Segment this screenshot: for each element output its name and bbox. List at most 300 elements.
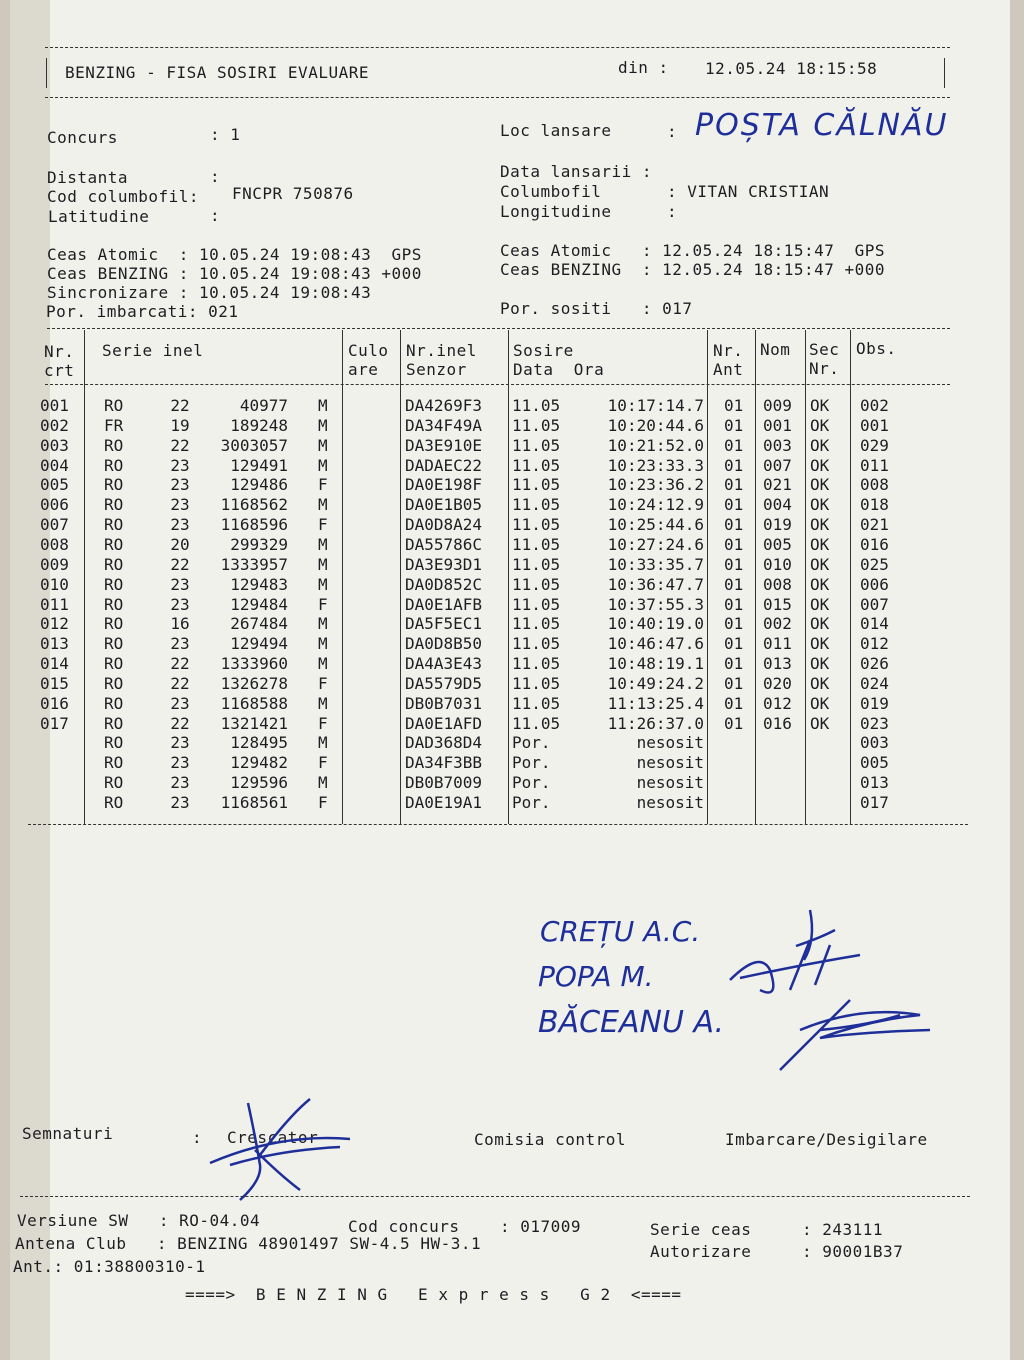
cell-year: 23: [170, 475, 190, 495]
cell-ring-number: 1321421: [220, 713, 288, 733]
cell-antenna: 01: [724, 594, 744, 614]
cell-nr-crt: 015: [40, 673, 69, 693]
cell-sex: M: [318, 435, 328, 455]
cell-ring-number: 40977: [239, 396, 288, 415]
cell-sec: OK: [810, 614, 830, 634]
cell-arrival-time: 10:24:12.9: [607, 495, 704, 515]
columbofil-label: Columbofil: [500, 182, 602, 201]
cell-arrival-date: 11.05: [512, 495, 561, 515]
cell-obs: 001: [860, 415, 889, 435]
cell-obs: 024: [860, 673, 889, 693]
ceas-benzing-start: Ceas BENZING : 10.05.24 19:08:43 +000: [47, 264, 422, 283]
cell-arrival-date: 11.05: [512, 673, 561, 693]
cell-nr-crt: 006: [40, 495, 69, 515]
cell-sex: M: [318, 396, 328, 415]
header-culoare-2: are: [348, 360, 379, 379]
cell-nom: 019: [763, 515, 792, 535]
cell-arrival-date: 11.05: [512, 634, 561, 654]
table-row: [0, 535, 1000, 555]
cell-sex: M: [318, 693, 328, 713]
cell-ring-number: 129491: [230, 455, 288, 475]
cell-arrival-time: 11:26:37.0: [607, 713, 704, 733]
cell-country: RO: [104, 713, 124, 733]
cell-nom: 012: [763, 693, 792, 713]
crescator-label: Crescator: [227, 1128, 319, 1147]
table-row: [0, 555, 1000, 575]
cell-year: 23: [170, 693, 190, 713]
cell-year: 23: [170, 515, 190, 535]
cell-ring-number: 129482: [230, 753, 288, 773]
cell-antenna: 01: [724, 554, 744, 574]
concurs-label: Concurs: [47, 128, 118, 147]
cell-sensor: DA55786C: [405, 534, 483, 554]
cell-sec: OK: [810, 415, 830, 435]
table-row: [0, 475, 1000, 495]
cell-nr-crt: 005: [40, 475, 69, 495]
cell-country: RO: [104, 435, 124, 455]
cell-nr-crt: 001: [40, 396, 69, 415]
cell-sec: OK: [810, 713, 830, 733]
commission-name-3: BĂCEANU A.: [538, 1005, 725, 1040]
cell-sex: F: [318, 793, 328, 812]
cell-country: RO: [104, 693, 124, 713]
ceas-benzing-end: Ceas BENZING : 12.05.24 18:15:47 +000: [500, 260, 886, 279]
cell-year: 19: [170, 415, 190, 435]
cell-nr-crt: 004: [40, 455, 69, 475]
cell-country: RO: [104, 753, 124, 773]
cell-arrival-date: Por.: [512, 793, 551, 812]
cell-antenna: 01: [724, 396, 744, 415]
loc-lansare-colon: :: [667, 122, 678, 141]
cell-ring-number: 129484: [230, 594, 288, 614]
cell-sec: OK: [810, 534, 830, 554]
cell-sensor: DA0D852C: [405, 574, 483, 594]
cell-nr-crt: 010: [40, 574, 69, 594]
cell-obs: 007: [860, 594, 889, 614]
header-crt: crt: [44, 361, 75, 380]
cell-antenna: 01: [724, 634, 744, 654]
cod-columbofil-value: FNCPR 750876: [232, 184, 354, 203]
porumbei-imbarcati: Por. imbarcati: 021: [46, 302, 239, 321]
cell-nr-crt: 011: [40, 594, 69, 614]
cell-sec: OK: [810, 574, 830, 594]
cod-columbofil-label: Cod columbofil:: [47, 187, 199, 206]
header-top-rule: [45, 47, 950, 48]
table-bottom-rule: [28, 824, 968, 825]
table-row: [0, 456, 1000, 476]
longitudine-value: :: [667, 202, 678, 221]
cell-sec: OK: [810, 475, 830, 495]
semnaturi-label: Semnaturi: [22, 1124, 114, 1143]
cell-nr-crt: 008: [40, 534, 69, 554]
table-row: [0, 634, 1000, 654]
cell-obs: 005: [860, 753, 889, 773]
cell-obs: 003: [860, 733, 889, 753]
sincronizare: Sincronizare : 10.05.24 19:08:43: [47, 283, 372, 302]
antena-id: Ant.: 01:38800310-1: [13, 1257, 206, 1276]
cell-antenna: 01: [724, 475, 744, 495]
cell-arrival-time: 10:36:47.7: [607, 574, 704, 594]
cell-arrival-date: 11.05: [512, 515, 561, 535]
cell-sex: M: [318, 773, 328, 793]
cell-nr-crt: 012: [40, 614, 69, 634]
cell-arrival-date: Por.: [512, 773, 551, 793]
cell-ring-number: 1326278: [220, 673, 288, 693]
cell-nr-crt: 017: [40, 713, 69, 733]
cell-ring-number: 1168588: [220, 693, 288, 713]
cell-nom: 003: [763, 435, 792, 455]
cell-nom: 016: [763, 713, 792, 733]
cell-obs: 012: [860, 634, 889, 654]
report-title: BENZING - FISA SOSIRI EVALUARE: [65, 63, 369, 82]
autorizare: Autorizare : 90001B37: [650, 1242, 904, 1261]
cell-ring-number: 1333960: [220, 654, 288, 674]
cell-sec: OK: [810, 515, 830, 535]
cell-year: 23: [170, 733, 190, 753]
cell-arrival-date: 11.05: [512, 396, 561, 415]
table-row: [0, 674, 1000, 694]
data-lansarii-label: Data lansarii :: [500, 162, 652, 181]
cell-nom: 011: [763, 634, 792, 654]
cell-nom: 013: [763, 654, 792, 674]
cell-arrival-date: 11.05: [512, 594, 561, 614]
cell-ring-number: 3003057: [220, 435, 288, 455]
header-right-bar: [944, 58, 945, 88]
cell-sex: F: [318, 515, 328, 535]
cell-arrival-time: nesosit: [636, 753, 704, 773]
cell-arrival-time: nesosit: [636, 793, 704, 812]
cell-ring-number: 129483: [230, 574, 288, 594]
cell-arrival-time: 10:46:47.6: [607, 634, 704, 654]
cell-obs: 017: [860, 793, 889, 812]
cell-sensor: DA34F49A: [405, 415, 483, 435]
cell-sensor: DB0B7009: [405, 773, 483, 793]
cell-sensor: DADAEC22: [405, 455, 483, 475]
cell-ring-number: 129494: [230, 634, 288, 654]
cell-obs: 011: [860, 455, 889, 475]
header-sec-nr: Nr.: [809, 359, 840, 378]
cell-country: RO: [104, 614, 124, 634]
cod-concurs: Cod concurs : 017009: [348, 1217, 582, 1236]
cell-sensor: DA4A3E43: [405, 654, 483, 674]
cell-antenna: 01: [724, 654, 744, 674]
table-row: [0, 495, 1000, 515]
cell-year: 23: [170, 495, 190, 515]
cell-obs: 029: [860, 435, 889, 455]
cell-antenna: 01: [724, 435, 744, 455]
commission-signatures-scribble: [700, 880, 960, 1080]
cell-antenna: 01: [724, 693, 744, 713]
cell-sensor: DA0E1AFD: [405, 713, 483, 733]
cell-sex: M: [318, 415, 328, 435]
cell-sensor: DA5F5EC1: [405, 614, 483, 634]
cell-nr-crt: 007: [40, 515, 69, 535]
report-datetime: 12.05.24 18:15:58: [705, 59, 878, 78]
cell-country: RO: [104, 733, 124, 753]
columbofil-value: : VITAN CRISTIAN: [667, 182, 830, 201]
cell-arrival-date: 11.05: [512, 455, 561, 475]
cell-country: RO: [104, 773, 124, 793]
ceas-atomic-end: Ceas Atomic : 12.05.24 18:15:47 GPS: [500, 241, 886, 260]
cell-obs: 021: [860, 515, 889, 535]
loc-lansare-handwritten: POȘTA CĂLNĂU: [695, 108, 949, 143]
cell-arrival-time: nesosit: [636, 733, 704, 753]
loc-lansare-label: Loc lansare: [500, 121, 612, 140]
cell-year: 22: [170, 554, 190, 574]
cell-arrival-date: 11.05: [512, 614, 561, 634]
cell-sex: M: [318, 733, 328, 753]
cell-year: 23: [170, 634, 190, 654]
cell-ring-number: 1168561: [220, 793, 288, 812]
table-row: [0, 614, 1000, 634]
table-row: [0, 753, 1000, 773]
cell-obs: 014: [860, 614, 889, 634]
cell-arrival-date: Por.: [512, 733, 551, 753]
cell-sec: OK: [810, 396, 830, 415]
cell-sensor: DA0D8B50: [405, 634, 483, 654]
table-row: [0, 714, 1000, 734]
cell-sensor: DAD368D4: [405, 733, 483, 753]
cell-sec: OK: [810, 673, 830, 693]
cell-country: RO: [104, 793, 124, 812]
ceas-atomic-start: Ceas Atomic : 10.05.24 19:08:43 GPS: [47, 245, 422, 264]
cell-year: 23: [170, 773, 190, 793]
cell-year: 16: [170, 614, 190, 634]
header-left-bar: [46, 58, 47, 88]
cell-nr-crt: 013: [40, 634, 69, 654]
cell-ring-number: 1168562: [220, 495, 288, 515]
cell-sex: F: [318, 594, 328, 614]
cell-country: FR: [104, 415, 124, 435]
cell-antenna: 01: [724, 515, 744, 535]
cell-sex: F: [318, 673, 328, 693]
distanta-value: :: [210, 167, 221, 186]
table-row: [0, 396, 1000, 416]
cell-nom: 021: [763, 475, 792, 495]
cell-arrival-time: 10:25:44.6: [607, 515, 704, 535]
cell-obs: 002: [860, 396, 889, 415]
cell-sensor: DA3E93D1: [405, 554, 483, 574]
cell-sex: F: [318, 475, 328, 495]
cell-sensor: DA0E1B05: [405, 495, 483, 515]
cell-year: 22: [170, 396, 190, 415]
cell-arrival-date: 11.05: [512, 435, 561, 455]
cell-nom: 002: [763, 614, 792, 634]
cell-sensor: DA5579D5: [405, 673, 483, 693]
cell-arrival-time: 10:23:33.3: [607, 455, 704, 475]
cell-sensor: DA3E910E: [405, 435, 483, 455]
cell-nom: 010: [763, 554, 792, 574]
cell-arrival-time: nesosit: [636, 773, 704, 793]
cell-sex: M: [318, 554, 328, 574]
cell-country: RO: [104, 634, 124, 654]
cell-arrival-date: 11.05: [512, 654, 561, 674]
header-nom: Nom: [760, 340, 791, 359]
cell-year: 22: [170, 435, 190, 455]
cell-nom: 020: [763, 673, 792, 693]
cell-arrival-date: 11.05: [512, 693, 561, 713]
table-row: [0, 733, 1000, 753]
antena-club: Antena Club : BENZING 48901497 SW-4.5 HW-3.1: [15, 1234, 482, 1253]
cell-ring-number: 129596: [230, 773, 288, 793]
benzing-brand-line: ====> B E N Z I N G E x p r e s s G 2 <====: [185, 1285, 682, 1304]
cell-year: 23: [170, 594, 190, 614]
header-obs: Obs.: [856, 339, 897, 358]
header-sec: Sec: [809, 340, 840, 359]
header-bottom-rule: [45, 97, 950, 98]
cell-nom: 009: [763, 396, 792, 415]
cell-antenna: 01: [724, 673, 744, 693]
cell-antenna: 01: [724, 534, 744, 554]
cell-sec: OK: [810, 693, 830, 713]
header-nr-inel: Nr.inel: [406, 341, 477, 360]
latitudine-label: Latitudine: [48, 207, 150, 226]
cell-obs: 026: [860, 654, 889, 674]
cell-country: RO: [104, 654, 124, 674]
table-row: [0, 773, 1000, 793]
cell-sex: M: [318, 634, 328, 654]
cell-obs: 025: [860, 554, 889, 574]
cell-sex: F: [318, 713, 328, 733]
cell-sensor: DA4269F3: [405, 396, 483, 415]
cell-arrival-time: 10:37:55.3: [607, 594, 704, 614]
cell-country: RO: [104, 574, 124, 594]
table-row: [0, 595, 1000, 615]
header-culoare-1: Culo: [348, 341, 389, 360]
commission-name-2: POPA M.: [538, 960, 654, 993]
cell-antenna: 01: [724, 455, 744, 475]
cell-nom: 005: [763, 534, 792, 554]
cell-country: RO: [104, 534, 124, 554]
table-header-rule: [45, 384, 950, 385]
cell-arrival-date: 11.05: [512, 475, 561, 495]
cell-country: RO: [104, 475, 124, 495]
cell-obs: 013: [860, 773, 889, 793]
cell-year: 23: [170, 455, 190, 475]
header-serie-inel: Serie inel: [102, 341, 204, 360]
cell-ring-number: 1168596: [220, 515, 288, 535]
cell-sex: M: [318, 495, 328, 515]
cell-arrival-date: 11.05: [512, 554, 561, 574]
cell-ring-number: 1333957: [220, 554, 288, 574]
cell-sec: OK: [810, 455, 830, 475]
cell-sec: OK: [810, 554, 830, 574]
cell-arrival-time: 10:21:52.0: [607, 435, 704, 455]
cell-year: 22: [170, 654, 190, 674]
cell-arrival-date: 11.05: [512, 713, 561, 733]
concurs-value: : 1: [210, 125, 241, 144]
cell-sensor: DA0D8A24: [405, 515, 483, 535]
header-ant: Ant: [713, 360, 744, 379]
cell-sensor: DA34F3BB: [405, 753, 483, 773]
cell-sec: OK: [810, 654, 830, 674]
header-sosire: Sosire: [513, 341, 574, 360]
cell-antenna: 01: [724, 614, 744, 634]
cell-antenna: 01: [724, 574, 744, 594]
header-senzor: Senzor: [406, 360, 467, 379]
cell-arrival-time: 10:17:14.7: [607, 396, 704, 415]
cell-obs: 008: [860, 475, 889, 495]
cell-obs: 016: [860, 534, 889, 554]
serie-ceas: Serie ceas : 243111: [650, 1220, 884, 1239]
commission-name-1: CREȚU A.C.: [540, 915, 701, 948]
table-row: [0, 694, 1000, 714]
cell-sensor: DB0B7031: [405, 693, 483, 713]
table-row: [0, 654, 1000, 674]
cell-obs: 019: [860, 693, 889, 713]
cell-ring-number: 128495: [230, 733, 288, 753]
distanta-label: Distanta: [47, 168, 129, 187]
cell-arrival-date: 11.05: [512, 574, 561, 594]
cell-country: RO: [104, 455, 124, 475]
cell-year: 23: [170, 574, 190, 594]
cell-sec: OK: [810, 435, 830, 455]
table-row: [0, 416, 1000, 436]
cell-ring-number: 299329: [230, 534, 288, 554]
table-row: [0, 575, 1000, 595]
cell-nr-crt: 014: [40, 654, 69, 674]
cell-obs: 006: [860, 574, 889, 594]
cell-nom: 007: [763, 455, 792, 475]
cell-year: 20: [170, 534, 190, 554]
cell-year: 22: [170, 673, 190, 693]
cell-nom: 008: [763, 574, 792, 594]
header-nr: Nr.: [44, 342, 75, 361]
cell-country: RO: [104, 673, 124, 693]
cell-country: RO: [104, 396, 124, 415]
cell-antenna: 01: [724, 495, 744, 515]
cell-arrival-time: 11:13:25.4: [607, 693, 704, 713]
cell-nom: 001: [763, 415, 792, 435]
cell-arrival-time: 10:49:24.2: [607, 673, 704, 693]
cell-sex: M: [318, 455, 328, 475]
cell-nr-crt: 003: [40, 435, 69, 455]
cell-arrival-time: 10:27:24.6: [607, 534, 704, 554]
cell-antenna: 01: [724, 415, 744, 435]
cell-arrival-time: 10:20:44.6: [607, 415, 704, 435]
table-row: [0, 436, 1000, 456]
table-row: [0, 793, 1000, 813]
cell-arrival-time: 10:23:36.2: [607, 475, 704, 495]
cell-sensor: DA0E1AFB: [405, 594, 483, 614]
header-nr-ant: Nr.: [713, 341, 744, 360]
cell-sensor: DA0E19A1: [405, 793, 483, 812]
cell-obs: 018: [860, 495, 889, 515]
imbarcare-desigilare-label: Imbarcare/Desigilare: [725, 1130, 928, 1149]
cell-arrival-date: Por.: [512, 753, 551, 773]
cell-year: 23: [170, 793, 190, 812]
cell-obs: 023: [860, 713, 889, 733]
cell-arrival-time: 10:33:35.7: [607, 554, 704, 574]
cell-year: 23: [170, 753, 190, 773]
cell-nr-crt: 002: [40, 415, 69, 435]
porumbei-sositi: Por. sositi : 017: [500, 299, 693, 318]
cell-country: RO: [104, 495, 124, 515]
cell-sex: M: [318, 654, 328, 674]
cell-sensor: DA0E198F: [405, 475, 483, 495]
cell-arrival-time: 10:40:19.0: [607, 614, 704, 634]
date-label: din :: [618, 58, 669, 77]
cell-country: RO: [104, 515, 124, 535]
crescator-signature: [200, 1095, 370, 1205]
cell-arrival-time: 10:48:19.1: [607, 654, 704, 674]
cell-country: RO: [104, 594, 124, 614]
comisia-control-label: Comisia control: [474, 1130, 626, 1149]
cell-sex: M: [318, 574, 328, 594]
table-top-rule: [47, 328, 950, 329]
table-row: [0, 515, 1000, 535]
cell-nr-crt: 016: [40, 693, 69, 713]
